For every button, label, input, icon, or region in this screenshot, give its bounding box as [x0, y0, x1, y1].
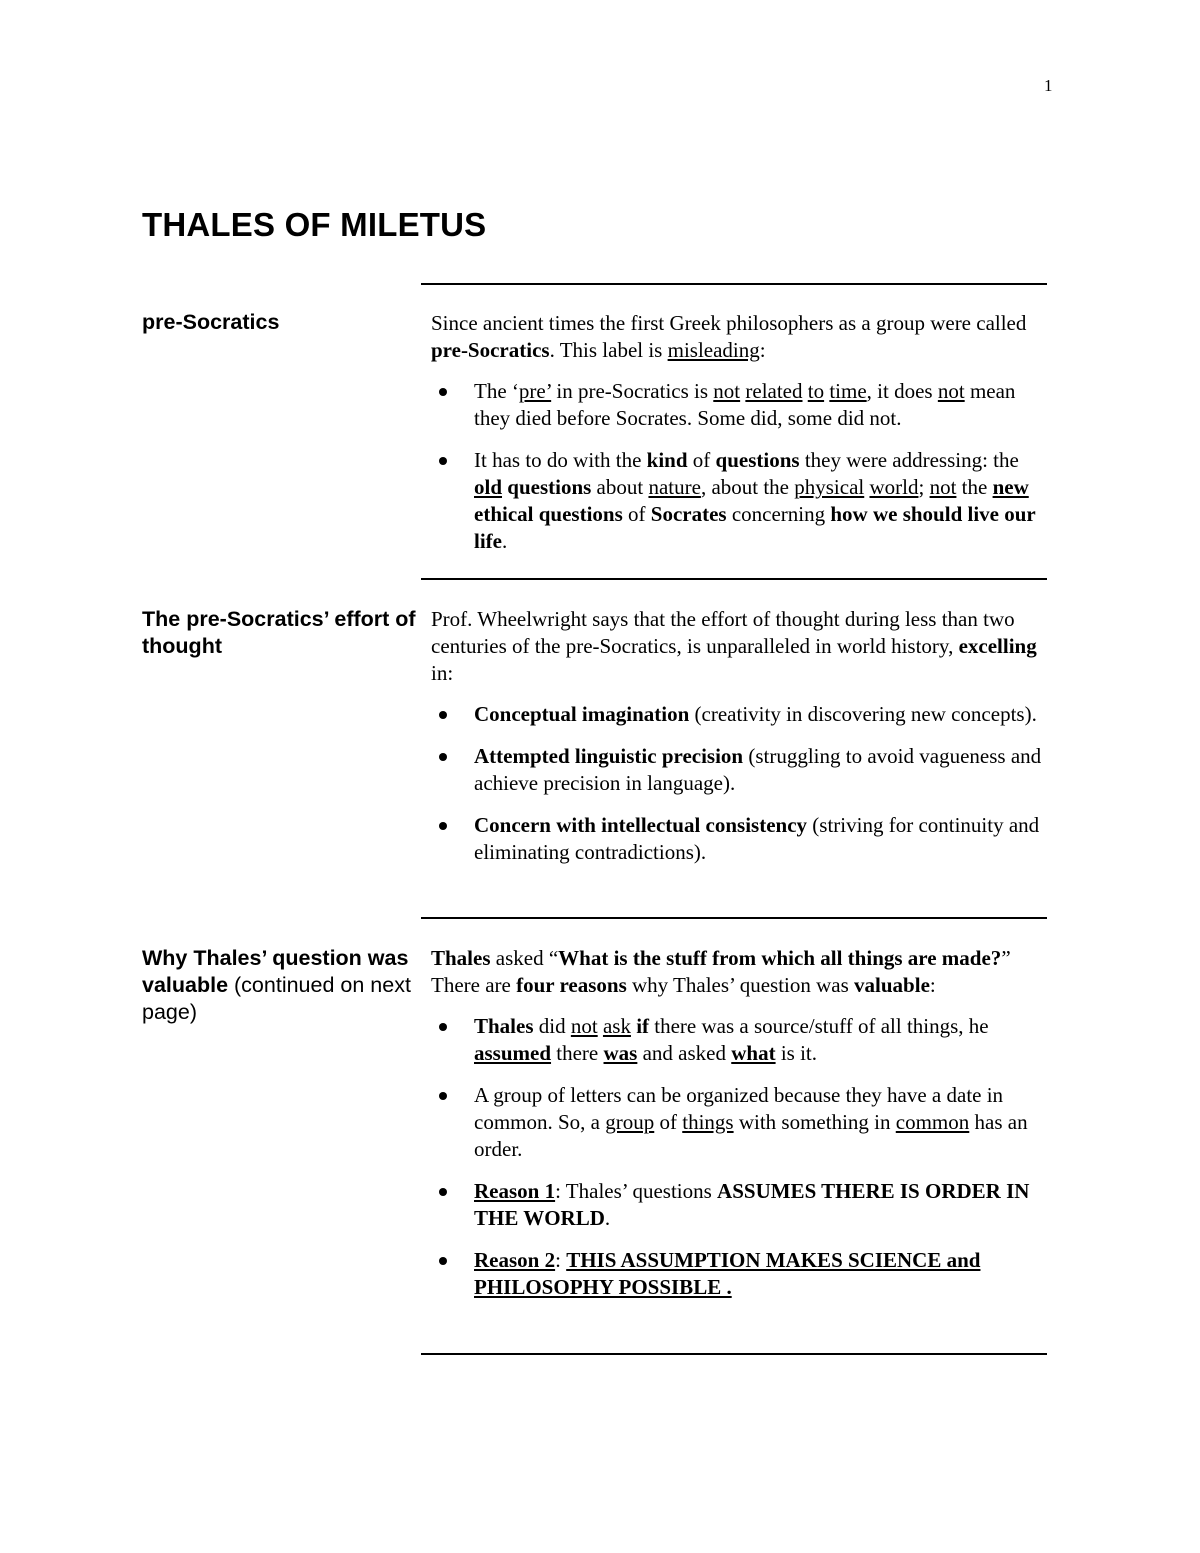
bullet-item [431, 701, 1046, 728]
text-run: what [731, 1041, 776, 1065]
text-run: pre’ [518, 379, 552, 403]
text-run: how we should live our life [474, 502, 1036, 553]
text-run: Reason 1 [474, 1179, 556, 1203]
text-run: nature [648, 475, 701, 499]
text-run: pre-Socratics [431, 338, 550, 362]
bullet-list [431, 378, 1046, 555]
text-run: in: [431, 661, 454, 685]
text-run: : [759, 338, 766, 362]
text-run: The ‘ [474, 379, 519, 403]
text-run: ask [602, 1014, 631, 1038]
text-run: not [929, 475, 957, 499]
text-run: Concern with intellectual consistency [474, 813, 808, 837]
text-run: asked “ [490, 946, 559, 970]
text-run: new [992, 475, 1029, 499]
text-run: world [869, 475, 919, 499]
bullet-item [431, 1247, 1046, 1301]
text-run: physical [794, 475, 865, 499]
bullet-item [431, 378, 1046, 432]
text-run: (creativity in discovering new concepts). [689, 702, 1037, 726]
text-run: was [603, 1041, 638, 1065]
text-run: Attempted linguistic precision [474, 744, 744, 768]
text-run: old [474, 475, 503, 499]
section-label [142, 309, 417, 336]
text-run: four reasons [516, 973, 627, 997]
page-number: 1 [1044, 76, 1053, 95]
text-run: there was a source/stuff of all things, he [649, 1014, 989, 1038]
text-run: of [654, 1110, 683, 1134]
text-run: did [533, 1014, 571, 1038]
text-run: mean they died before Socrates. Some did, some did not. [474, 379, 1016, 430]
text-run: group [605, 1110, 655, 1134]
text-run: (continued on next page) [142, 973, 411, 1024]
section-divider [421, 917, 1047, 919]
text-run: things [682, 1110, 734, 1134]
text-run: excelling [958, 634, 1037, 658]
text-run: questions [715, 448, 800, 472]
text-run: Prof. Wheelwright says that the effort of thought during less than two centuries of the pre-Socratics, is unparalleled in world history, [431, 607, 1015, 658]
bullet-list [431, 1013, 1046, 1301]
text-run: (striving for continuity and eliminating contradictions). [474, 813, 1040, 864]
section-intro [431, 606, 1046, 687]
text-run: time [829, 379, 867, 403]
text-run: ethical questions [474, 502, 623, 526]
text-run: What is the stuff from which all things are made? [558, 946, 1002, 970]
text-run: ; [918, 475, 930, 499]
text-run: common [895, 1110, 970, 1134]
section-divider [421, 1353, 1047, 1355]
text-run: related [745, 379, 803, 403]
text-run: ASSUMES THERE IS ORDER IN THE WORLD [474, 1179, 1030, 1230]
text-run: to [807, 379, 825, 403]
text-run: has an order. [474, 1110, 1028, 1161]
bullet-list [431, 701, 1046, 866]
section-intro [431, 945, 1046, 999]
text-run: . This label is [549, 338, 668, 362]
text-run: pre-Socratics [142, 310, 280, 334]
section-divider [421, 578, 1047, 580]
text-run: . [501, 529, 508, 553]
text-run: A group of letters can be organized because they have a date in common. So, a [474, 1083, 1004, 1134]
text-run: of [687, 448, 716, 472]
text-run: Thales [431, 946, 491, 970]
section-label [142, 606, 417, 660]
section-content [431, 606, 1046, 881]
text-run: kind [646, 448, 688, 472]
text-run: Since ancient times the first Greek philosophers as a group were called [431, 311, 1027, 335]
text-run: there [551, 1041, 604, 1065]
bullet-item [431, 1082, 1046, 1163]
bullet-item [431, 1013, 1046, 1067]
bullet-item [431, 743, 1046, 797]
text-run: Socrates [650, 502, 727, 526]
text-run: THIS ASSUMPTION MAKES SCIENCE and PHILOSOPHY POSSIBLE . [474, 1248, 981, 1299]
text-run: in pre-Socratics is [551, 379, 714, 403]
text-run: Thales [474, 1014, 534, 1038]
text-run: not [570, 1014, 598, 1038]
text-run: : [555, 1248, 567, 1272]
text-run: not [937, 379, 965, 403]
text-run: , it does [866, 379, 938, 403]
text-run: is it. [775, 1041, 818, 1065]
text-run: Conceptual imagination [474, 702, 690, 726]
text-run: why Thales’ question was [626, 973, 855, 997]
text-run: assumed [474, 1041, 552, 1065]
text-run: It has to do with the [474, 448, 647, 472]
text-run: they were addressing: the [799, 448, 1019, 472]
text-run: and asked [637, 1041, 732, 1065]
text-run: about [591, 475, 649, 499]
text-run: valuable [854, 973, 930, 997]
text-run: , about the [700, 475, 795, 499]
bullet-item [431, 1178, 1046, 1232]
text-run: Reason 2 [474, 1248, 556, 1272]
text-run: . [604, 1206, 611, 1230]
text-run: with something in [733, 1110, 896, 1134]
text-run: Why Thales’ question was valuable [142, 946, 409, 997]
section-content [431, 945, 1046, 1316]
document-title: THALES OF MILETUS [142, 206, 487, 243]
text-run: not [713, 379, 741, 403]
bullet-item [431, 812, 1046, 866]
section-divider [421, 283, 1047, 285]
text-run: misleading [667, 338, 760, 362]
section-intro [431, 310, 1046, 364]
section-label [142, 945, 417, 1026]
text-run: ” There are [431, 946, 1011, 997]
bullet-item [431, 447, 1046, 555]
text-run: concerning [726, 502, 831, 526]
text-run: the [956, 475, 993, 499]
text-run: questions [507, 475, 592, 499]
text-run: The pre-Socratics’ effort of thought [142, 607, 416, 658]
section-content [431, 310, 1046, 570]
text-run: (struggling to avoid vagueness and achieve precision in language). [474, 744, 1042, 795]
text-run: of [622, 502, 651, 526]
text-run: : Thales’ questions [555, 1179, 718, 1203]
text-run: : [929, 973, 936, 997]
text-run: if [636, 1014, 650, 1038]
